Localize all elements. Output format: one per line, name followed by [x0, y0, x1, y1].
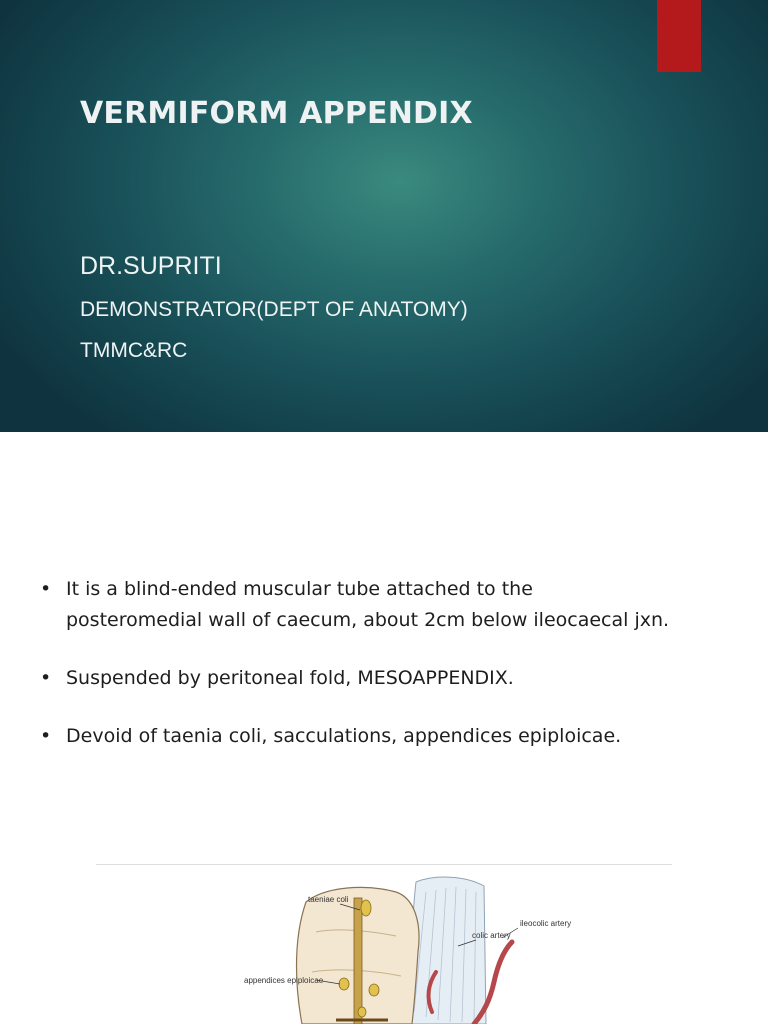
accent-tab: [657, 0, 701, 72]
content-slide: [0, 432, 768, 1024]
presenter-role: DEMONSTRATOR(DEPT OF ANATOMY): [80, 298, 468, 321]
bullet-list: [40, 574, 740, 779]
bullet-text: posteromedial wall of caecum, about 2cm below ileocaecal jxn.: [66, 609, 670, 631]
figure-divider: [96, 864, 672, 865]
appendix-illustration: [236, 872, 616, 1024]
bullet-item-devoid: [40, 721, 740, 752]
bullet-text: Devoid of taenia coli, sacculations, appendices epiploicae.: [66, 725, 622, 747]
bullet-item-mesoappendix: [40, 663, 740, 694]
bullet-marker: •: [40, 725, 52, 747]
label-ileocolic-artery: ileocolic artery: [520, 919, 572, 928]
presenter-name: DR.SUPRITI: [80, 252, 222, 280]
taenia-band: [354, 898, 362, 1024]
bullet-text: Suspended by peritoneal fold, MESOAPPENDIX.: [66, 667, 514, 689]
label-appendices-epiploicae: appendices epiploicae: [244, 976, 324, 985]
title-slide: [0, 0, 768, 432]
institution-name: TMMC&RC: [80, 339, 188, 362]
bullet-item-attachment: [40, 574, 740, 636]
bullet-marker: •: [40, 667, 52, 689]
label-colic-artery: colic artery: [472, 931, 511, 940]
label-taenia: taeniae coli: [308, 895, 349, 904]
bullet-text: It is a blind-ended muscular tube attached to the: [66, 578, 533, 600]
slide-title: VERMIFORM APPENDIX: [80, 96, 473, 131]
bullet-marker: •: [40, 578, 52, 600]
